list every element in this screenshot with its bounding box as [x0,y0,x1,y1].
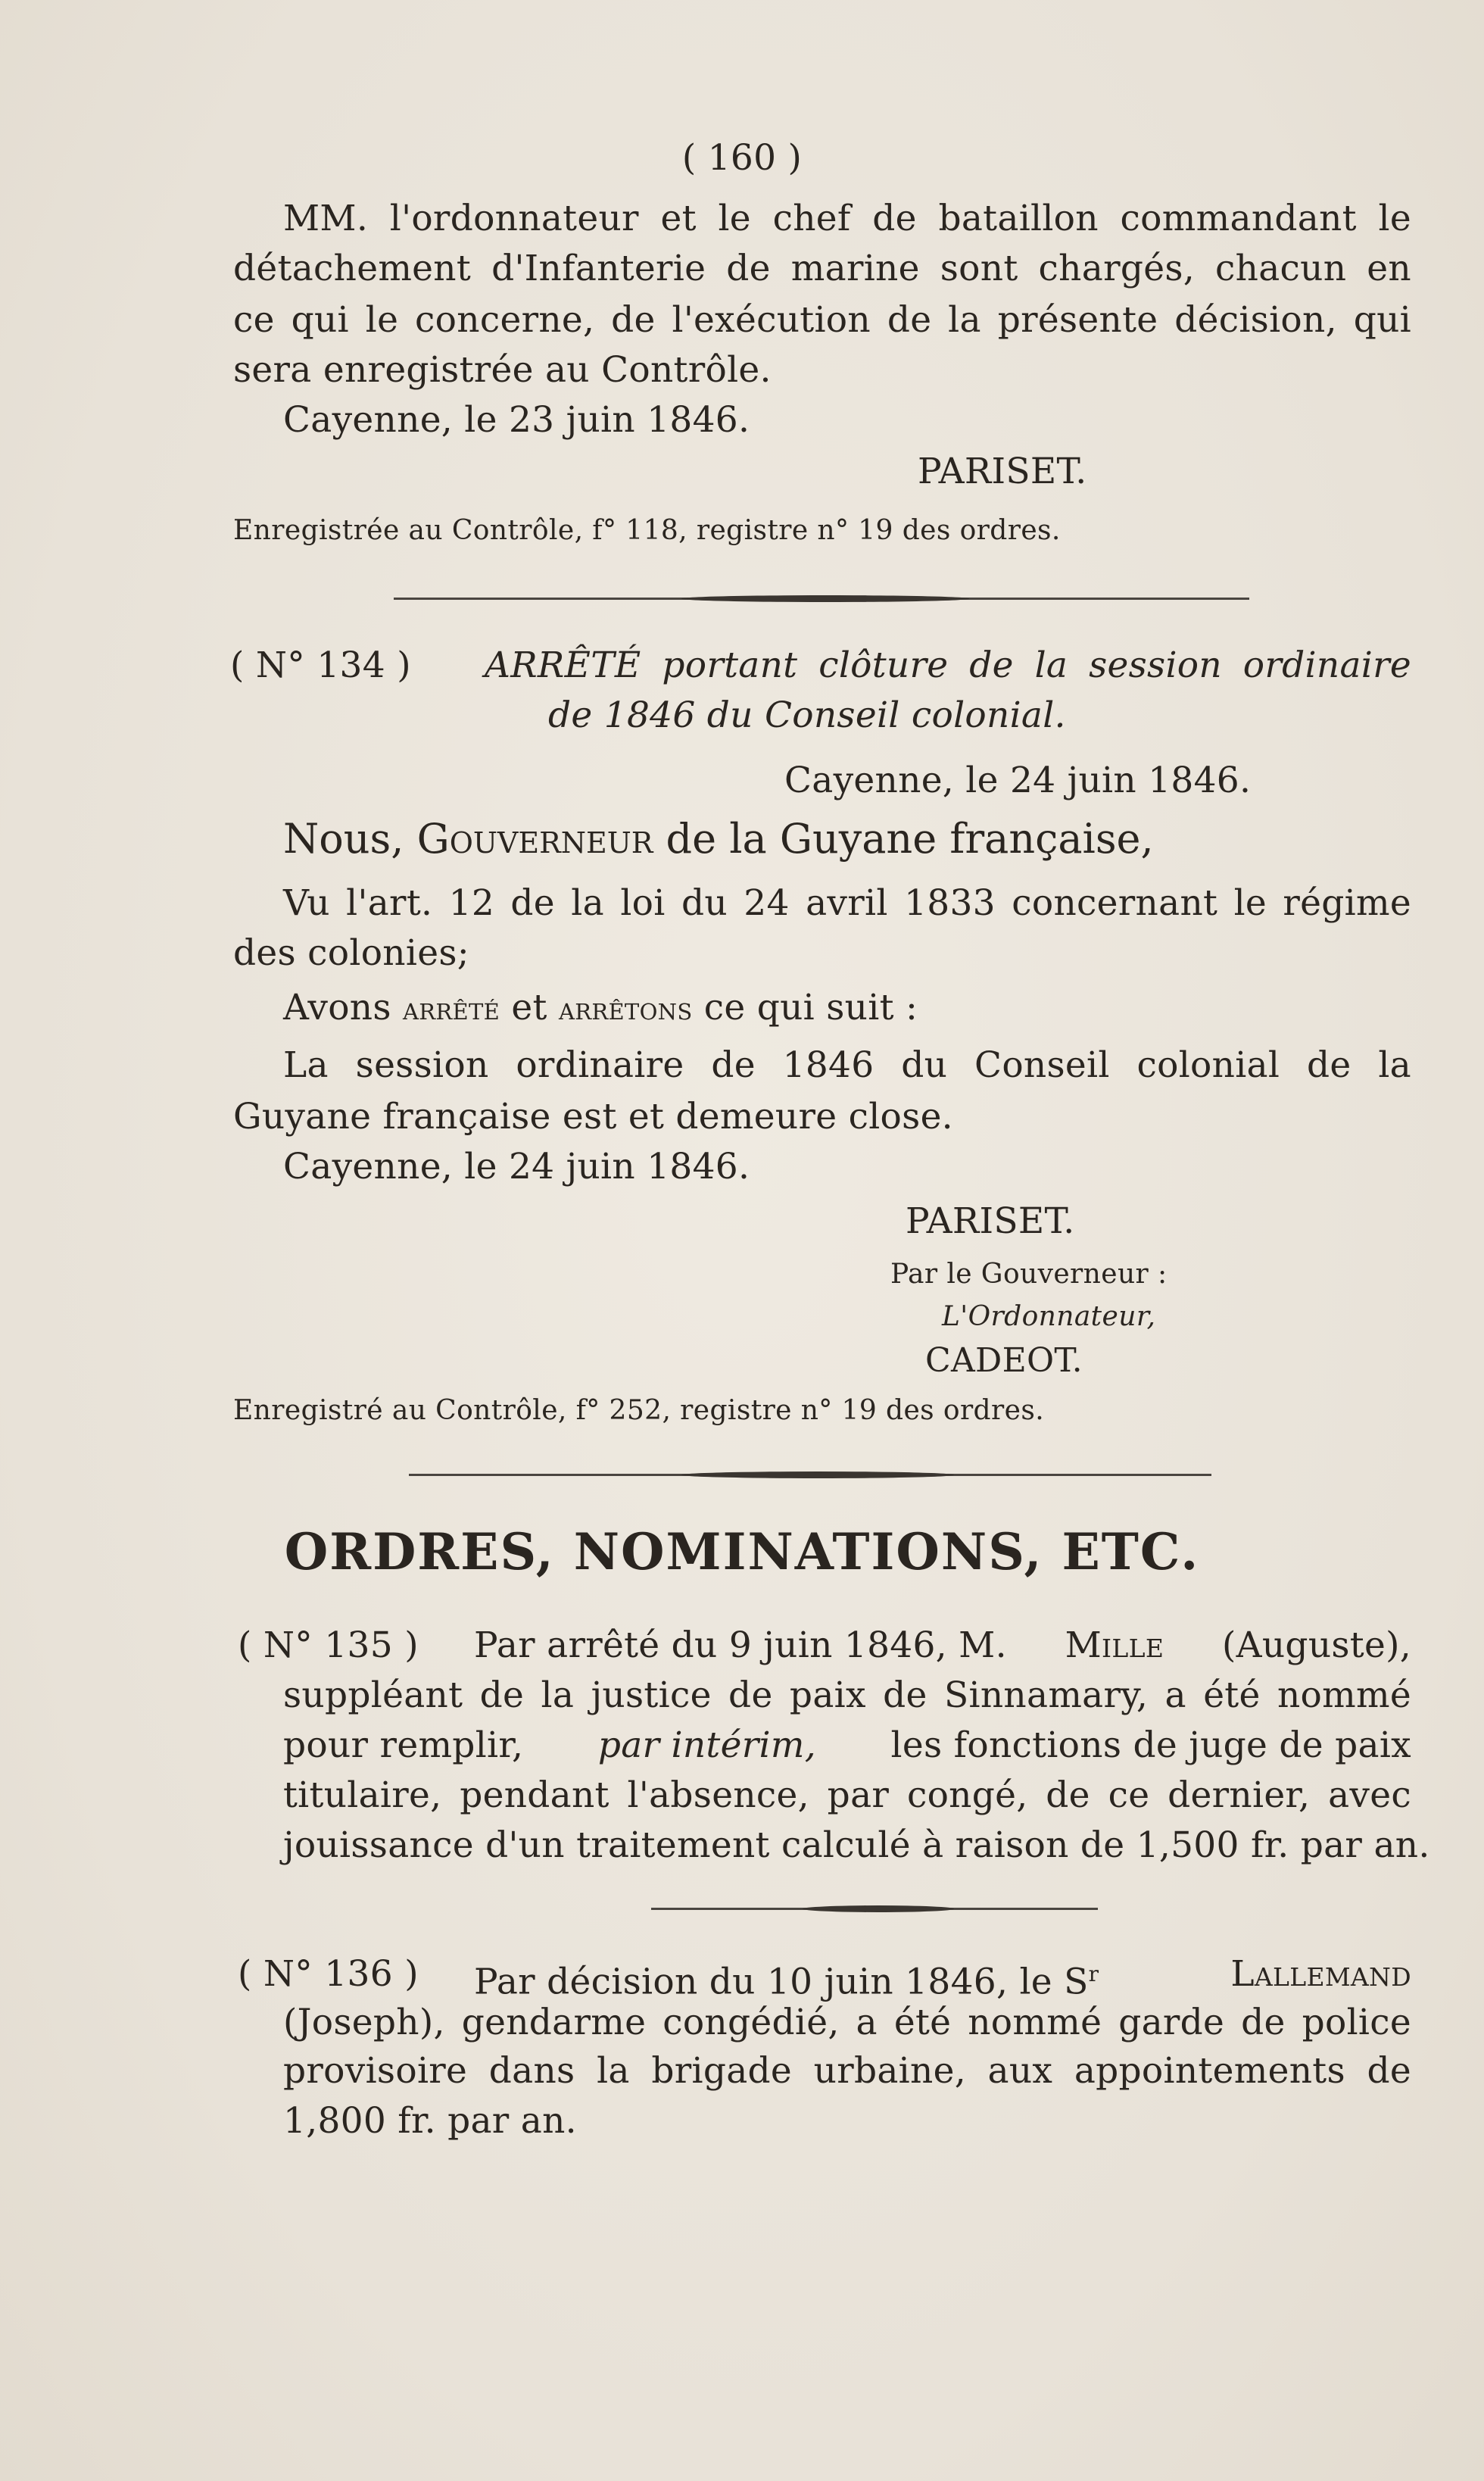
body-line-cont: Guyane française est et demeure close. [233,1096,953,1138]
entry-line: jouissance d'un traitement calculé à raison de 1,500 fr. par an. [283,1824,1430,1866]
separator-rule [409,1474,1211,1476]
ordonnateur-title: L'Ordonnateur, [942,1301,1156,1332]
signature: PARISET. [918,451,1087,492]
paragraph-line: ce qui le concerne, de l'exécution de la présente décision, qui [233,299,1411,341]
entry-line: pour remplir, par intérim, les fonctions de juge de paix [283,1724,1411,1766]
registration-note: Enregistré au Contrôle, f° 252, registre n° 19 des ordres. [233,1395,1045,1426]
entry-line: 1,800 fr. par an. [283,2100,577,2142]
vu-line-cont: des colonies; [233,932,469,974]
entry-line: Par décision du 10 juin 1846, le $S^r$ Lallemand [474,1953,1411,2003]
signature-cadeot: CADEOT. [925,1341,1083,1380]
avons-line: Avons arrêté et arrêtons ce qui suit : [283,987,918,1028]
page-number: ( 160 ) [681,137,803,179]
par-le-gouverneur: Par le Gouverneur : [890,1259,1168,1290]
entry-number: ( N° 136 ) [238,1953,419,1995]
registration-note: Enregistrée au Contrôle, f° 118, registre n° 19 des ordres. [233,515,1061,546]
place-date: Cayenne, le 24 juin 1846. [784,760,1252,801]
vu-line: Vu l'art. 12 de la loi du 24 avril 1833 concernant le régime [283,882,1411,924]
separator-rule [651,1908,1098,1910]
date-line: Cayenne, le 23 juin 1846. [283,399,750,441]
signature: PARISET. [906,1200,1075,1242]
entry-number: ( N° 135 ) [238,1624,419,1666]
arrete-title-cont: de 1846 du Conseil colonial. [548,694,1066,736]
paragraph-line: sera enregistrée au Contrôle. [233,349,772,391]
entry-line: titulaire, pendant l'absence, par congé, de ce dernier, avec [283,1774,1411,1816]
entry-line: suppléant de la justice de paix de Sinnamary, a été nommé [283,1674,1411,1716]
entry-line: (Joseph), gendarme congédié, a été nommé garde de police [283,2002,1411,2043]
body-line: La session ordinaire de 1846 du Conseil colonial de la [283,1044,1411,1086]
nous-line: Nous, Gouverneur de la Guyane française, [283,815,1154,863]
entry-line: provisoire dans la brigade urbaine, aux appointements de [283,2050,1411,2092]
separator-rule [394,598,1249,600]
arrete-title: ARRÊTÉ portant clôture de la session ordinaire [485,644,1411,686]
paragraph-line: détachement d'Infanterie de marine sont chargés, chacun en [233,248,1411,289]
paragraph-line: MM. l'ordonnateur et le chef de bataillon commandant le [283,198,1411,239]
date-line: Cayenne, le 24 juin 1846. [283,1146,750,1187]
entry-line: Par arrêté du 9 juin 1846, M. Mille (Auguste), [474,1624,1411,1666]
section-heading: ORDRES, NOMINATIONS, ETC. [284,1522,1200,1581]
entry-number: ( N° 134 ) [230,644,411,686]
